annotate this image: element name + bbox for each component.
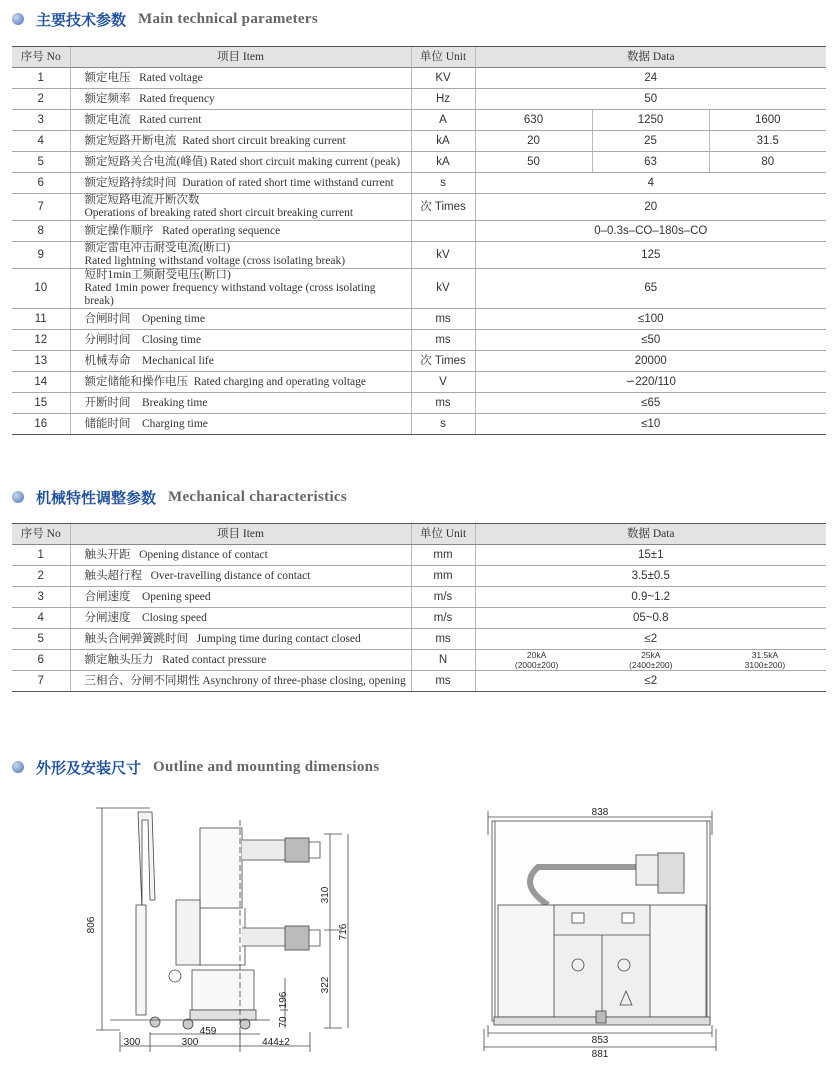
item-en: Breaking time (142, 396, 208, 409)
row-no: 9 (12, 242, 70, 269)
row-unit: V (411, 372, 475, 393)
item-cn: 额定短路关合电流(峰值) (84, 155, 208, 168)
row-data: 4 (475, 173, 826, 194)
table-row (12, 351, 826, 372)
row-no: 3 (12, 587, 70, 608)
item-en: Rated current (139, 113, 202, 126)
row-no: 1 (12, 545, 70, 566)
row-data: 0.9~1.2 (475, 587, 826, 608)
table-row (12, 173, 826, 194)
header-unit: 单位 Unit (411, 524, 475, 545)
pressure-value: (2400±200) (629, 660, 673, 670)
row-no: 10 (12, 269, 70, 309)
row-item (70, 221, 411, 242)
row-no: 8 (12, 221, 70, 242)
row-data: ≤50 (475, 330, 826, 351)
row-data-1: 50 (475, 152, 592, 173)
header-no: 序号 No (12, 47, 70, 68)
dim-459: 459 (199, 1026, 217, 1037)
row-no: 2 (12, 89, 70, 110)
item-cn: 分闸时间 (84, 333, 131, 346)
row-no: 2 (12, 566, 70, 587)
row-data: 15±1 (475, 545, 826, 566)
dim-806: 806 (86, 916, 97, 934)
row-no: 11 (12, 309, 70, 330)
pressure-value: 3100±200) (744, 660, 786, 670)
item-en: Rated 1min power frequency withstand voltage (cross isolating break) (84, 282, 376, 307)
row-unit: N (411, 650, 475, 671)
row-item (70, 351, 411, 372)
bullet-icon (12, 761, 24, 773)
row-data: 0–0.3s–CO–180s–CO (475, 221, 826, 242)
item-cn: 额定短路电流开断次数 (84, 194, 200, 206)
pressure-20ka (480, 650, 594, 670)
item-en: Rated contact pressure (162, 653, 267, 666)
item-cn: 短时1min工频耐受电压(断口) (84, 269, 231, 281)
side-view-drawing (80, 800, 370, 1060)
row-item (70, 68, 411, 89)
item-cn: 额定短路开断电流 (84, 134, 177, 147)
dim-300-a: 300 (123, 1037, 141, 1048)
row-no: 5 (12, 629, 70, 650)
item-en: Opening time (142, 312, 205, 325)
row-data-2: 1250 (592, 110, 709, 131)
row-item (70, 269, 411, 309)
row-no: 12 (12, 330, 70, 351)
item-en: Opening distance of contact (139, 548, 268, 561)
header-unit: 单位 Unit (411, 47, 475, 68)
row-item (70, 131, 411, 152)
item-en: Rated voltage (139, 71, 203, 84)
row-unit: m/s (411, 608, 475, 629)
table-row (12, 414, 826, 435)
row-no: 7 (12, 671, 70, 692)
row-unit (411, 221, 475, 242)
dim-322: 322 (320, 976, 331, 994)
row-item (70, 393, 411, 414)
item-en: Operations of breaking rated short circuit breaking current (84, 207, 354, 219)
item-cn: 额定电压 (84, 71, 131, 84)
row-item (70, 414, 411, 435)
row-data: ≤100 (475, 309, 826, 330)
item-cn: 额定触头压力 (84, 653, 154, 666)
row-item (70, 173, 411, 194)
row-item (70, 650, 411, 671)
row-unit: kA (411, 131, 475, 152)
row-item (70, 330, 411, 351)
row-no: 4 (12, 608, 70, 629)
item-en: Closing time (142, 333, 202, 346)
table-row (12, 671, 826, 692)
dim-716: 716 (338, 923, 349, 941)
bullet-icon (12, 491, 24, 503)
row-item (70, 242, 411, 269)
pressure-25ka (594, 650, 708, 670)
row-data-2: 25 (592, 131, 709, 152)
row-item (70, 566, 411, 587)
bullet-icon (12, 13, 24, 25)
item-en: Rated charging and operating voltage (193, 375, 366, 388)
row-data (475, 650, 826, 671)
item-en: Jumping time during contact closed (196, 632, 361, 645)
item-en: Rated frequency (139, 92, 215, 105)
row-data: ≤65 (475, 393, 826, 414)
row-data: ≤10 (475, 414, 826, 435)
item-en: Rated short circuit breaking current (182, 134, 346, 147)
header-item: 项目 Item (70, 47, 411, 68)
row-data: 20000 (475, 351, 826, 372)
row-unit: 次 Times (411, 194, 475, 221)
row-no: 16 (12, 414, 70, 435)
row-unit: s (411, 414, 475, 435)
row-unit: 次 Times (411, 351, 475, 372)
dim-444: 444±2 (262, 1037, 290, 1048)
row-unit: ms (411, 309, 475, 330)
dim-853: 853 (591, 1035, 609, 1046)
item-en: Rated short circuit making current (peak) (210, 155, 401, 168)
header-item: 项目 Item (70, 524, 411, 545)
row-unit: kV (411, 242, 475, 269)
row-unit: mm (411, 566, 475, 587)
item-cn: 额定频率 (84, 92, 131, 105)
item-cn: 合闸速度 (84, 590, 131, 603)
row-item (70, 545, 411, 566)
table-row (12, 269, 826, 309)
row-item (70, 89, 411, 110)
row-item (70, 587, 411, 608)
section-header-outline (12, 757, 379, 777)
table-row (12, 242, 826, 269)
pressure-label: 25kA (641, 650, 661, 660)
row-data: 50 (475, 89, 826, 110)
row-no: 1 (12, 68, 70, 89)
row-unit: ms (411, 330, 475, 351)
table-row (12, 330, 826, 351)
item-cn: 触头超行程 (84, 569, 142, 582)
section-title-en: Main technical parameters (138, 10, 318, 27)
row-data: 3.5±0.5 (475, 566, 826, 587)
item-en: Opening speed (142, 590, 211, 603)
section-title-cn: 机械特性调整参数 (36, 488, 157, 507)
front-view-drawing (478, 805, 728, 1060)
header-data: 数据 Data (475, 47, 826, 68)
row-no: 7 (12, 194, 70, 221)
table-row (12, 110, 826, 131)
table-header (12, 47, 826, 68)
item-cn: 额定电流 (84, 113, 131, 126)
header-data: 数据 Data (475, 524, 826, 545)
section-title-en: Outline and mounting dimensions (153, 758, 380, 775)
row-unit: m/s (411, 587, 475, 608)
table-row (12, 629, 826, 650)
table-row (12, 566, 826, 587)
item-cn: 额定雷电冲击耐受电流(断口) (84, 242, 231, 254)
row-unit: ms (411, 671, 475, 692)
row-data: 125 (475, 242, 826, 269)
item-en: Rated lightning withstand voltage (cross isolating break) (84, 255, 346, 267)
row-no: 5 (12, 152, 70, 173)
row-data-1: 630 (475, 110, 592, 131)
row-data-2: 63 (592, 152, 709, 173)
item-cn: 储能时间 (84, 417, 131, 430)
row-item (70, 671, 411, 692)
pressure-label: 31.5kA (751, 650, 779, 660)
row-item (70, 309, 411, 330)
row-data-1: 20 (475, 131, 592, 152)
row-data: ≤2 (475, 629, 826, 650)
item-cn: 额定短路持续时间 (84, 176, 177, 189)
item-en: Duration of rated short time withstand current (182, 176, 394, 189)
row-no: 15 (12, 393, 70, 414)
dim-310: 310 (320, 886, 331, 904)
row-data: ≤2 (475, 671, 826, 692)
row-unit: KV (411, 68, 475, 89)
section-header-tech (12, 9, 318, 29)
row-no: 14 (12, 372, 70, 393)
table-row (12, 587, 826, 608)
table-row (12, 89, 826, 110)
item-cn: 三相合、分闸不同期性 (84, 674, 200, 687)
section-title-cn: 主要技术参数 (36, 10, 127, 29)
row-no: 13 (12, 351, 70, 372)
item-cn: 触头开距 (84, 548, 131, 561)
tech-table (12, 46, 826, 435)
row-data: 20 (475, 194, 826, 221)
item-cn: 触头合闸弹簧跳时间 (84, 632, 188, 645)
section-title-en: Mechanical characteristics (168, 488, 348, 505)
section-title-cn: 外形及安装尺寸 (36, 758, 142, 777)
row-data: 05~0.8 (475, 608, 826, 629)
row-data: ∽220/110 (475, 372, 826, 393)
table-row (12, 650, 826, 671)
mech-table (12, 523, 826, 692)
dim-70: 70 (278, 1016, 289, 1028)
row-data-3: 1600 (709, 110, 826, 131)
item-en: Over-travelling distance of contact (150, 569, 311, 582)
table-row (12, 545, 826, 566)
item-en: Closing speed (142, 611, 207, 624)
section-header-mech (12, 487, 347, 507)
row-data-3: 80 (709, 152, 826, 173)
dim-196: 196 (278, 991, 289, 1009)
table-row (12, 372, 826, 393)
dim-881: 881 (591, 1049, 609, 1060)
row-no: 3 (12, 110, 70, 131)
item-cn: 合闸时间 (84, 312, 131, 325)
row-data: 65 (475, 269, 826, 309)
row-unit: mm (411, 545, 475, 566)
item-en: Charging time (142, 417, 208, 430)
pressure-value: (2000±200) (514, 660, 559, 670)
item-en: Asynchrony of three-phase closing, opening (202, 674, 406, 687)
table-row (12, 393, 826, 414)
item-en: Rated operating sequence (162, 224, 281, 237)
table-row (12, 221, 826, 242)
row-no: 6 (12, 650, 70, 671)
row-unit: kV (411, 269, 475, 309)
item-cn: 额定操作顺序 (84, 224, 154, 237)
row-unit: A (411, 110, 475, 131)
pressure-31-5ka (708, 650, 822, 670)
item-en: Mechanical life (142, 354, 214, 367)
row-item (70, 629, 411, 650)
row-item (70, 152, 411, 173)
pressure-label: 20kA (526, 650, 547, 660)
row-data: 24 (475, 68, 826, 89)
table-row (12, 68, 826, 89)
item-cn: 机械寿命 (84, 354, 131, 367)
row-unit: ms (411, 629, 475, 650)
row-data-3: 31.5 (709, 131, 826, 152)
row-unit: s (411, 173, 475, 194)
item-cn: 分闸速度 (84, 611, 131, 624)
table-row (12, 309, 826, 330)
row-item (70, 194, 411, 221)
item-cn: 额定储能和操作电压 (84, 375, 188, 388)
item-cn: 开断时间 (84, 396, 131, 409)
row-item (70, 110, 411, 131)
table-row (12, 608, 826, 629)
row-unit: ms (411, 393, 475, 414)
row-unit: kA (411, 152, 475, 173)
dim-300-b: 300 (181, 1037, 199, 1048)
row-no: 6 (12, 173, 70, 194)
header-no: 序号 No (12, 524, 70, 545)
table-row (12, 152, 826, 173)
row-unit: Hz (411, 89, 475, 110)
dim-838: 838 (591, 807, 609, 818)
table-row (12, 131, 826, 152)
row-item (70, 608, 411, 629)
row-item (70, 372, 411, 393)
table-header (12, 524, 826, 545)
table-row (12, 194, 826, 221)
row-no: 4 (12, 131, 70, 152)
